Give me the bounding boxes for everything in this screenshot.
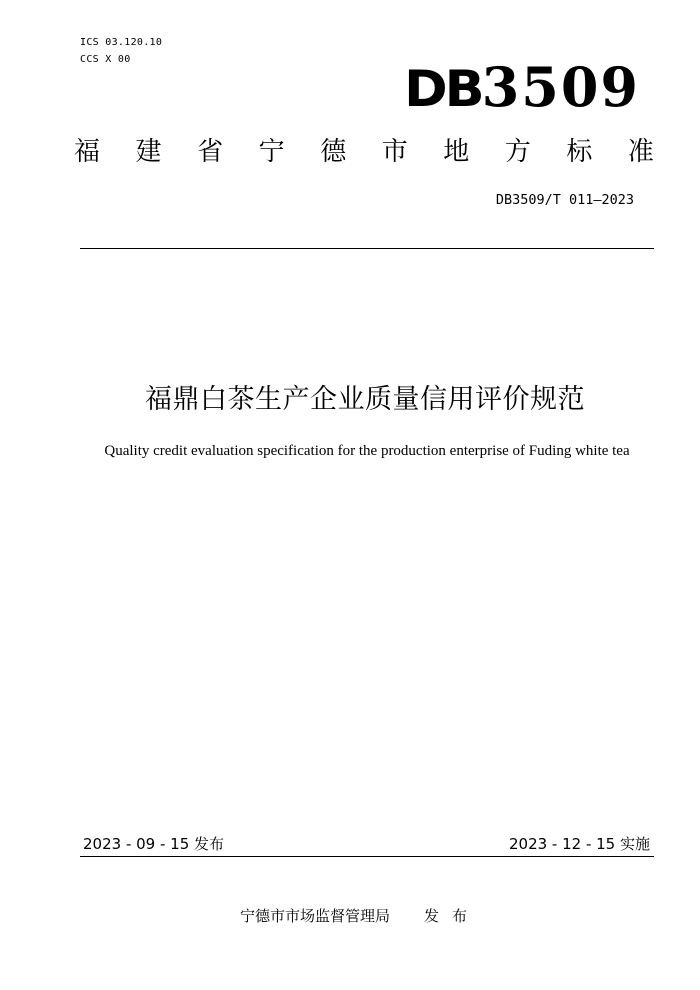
document-title-en: Quality credit evaluation specification for the production enterprise of Fuding white tea — [104, 443, 630, 459]
standard-title-char: 建 — [135, 137, 162, 167]
publisher — [240, 905, 480, 926]
db-logo-number: 3509 — [481, 55, 640, 119]
standard-title-char: 省 — [197, 137, 224, 167]
implementation-date: 2023 - 12 - 15 实施 — [508, 835, 650, 853]
footer-divider — [80, 856, 654, 857]
header-divider — [80, 248, 654, 249]
ccs-code: CCS X 00 — [80, 54, 131, 65]
standard-title-char: 地 — [443, 137, 470, 167]
standard-title — [74, 134, 654, 170]
document-title-cn: 福鼎白茶生产企业质量信用评价规范 — [145, 384, 585, 415]
standard-title-char: 福 — [74, 137, 101, 167]
issue-date: 2023 - 09 - 15 发布 — [83, 835, 225, 853]
standard-title-char: 德 — [320, 137, 347, 167]
standard-title-char: 准 — [627, 137, 654, 167]
standard-title-char: 标 — [566, 137, 593, 167]
db-logo — [404, 55, 640, 119]
db-logo-prefix: DB — [404, 60, 482, 118]
publisher-organization: 宁德市市场监督管理局 — [240, 907, 391, 925]
standard-title-char: 宁 — [258, 137, 285, 167]
standard-code: DB3509/T 011—2023 — [495, 192, 634, 208]
standard-title-char: 市 — [381, 137, 408, 167]
publisher-action: 发布 — [424, 907, 481, 925]
ics-code: ICS 03.120.10 — [80, 37, 163, 48]
standard-title-char: 方 — [504, 137, 531, 167]
